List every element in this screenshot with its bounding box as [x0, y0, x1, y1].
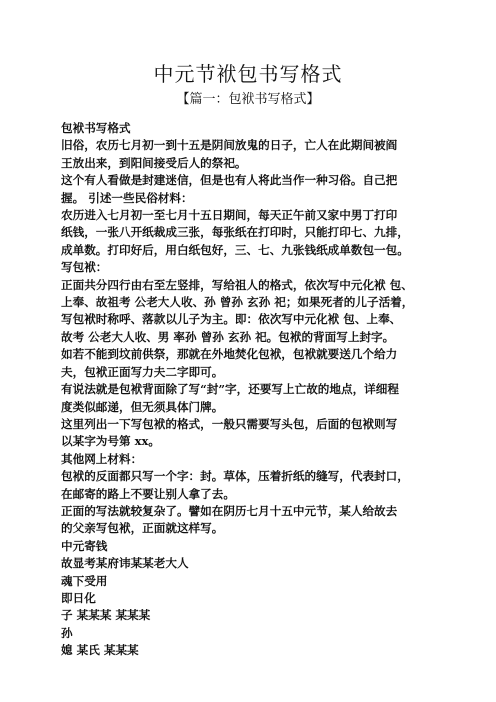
- text-line: 写包袱时称呼、落款以儿子为主。即：依次写中元化袱 包、上奉、: [61, 312, 402, 327]
- text-line: 故考 公老大人收、男 率孙 曾孙 玄孙 祀。包袱的背面写上封字。: [61, 329, 395, 344]
- text-line: 以某字为号第 xx。: [61, 434, 161, 449]
- text-line: 孙: [61, 625, 73, 640]
- text-line: 子 某某某 某某某: [61, 608, 151, 623]
- text-line: 包袱书写格式: [61, 121, 131, 135]
- text-line: 成单数。打印好后，用白纸包好，三、七、九张钱纸成单数包一包。: [61, 242, 409, 257]
- text-line: 王放出来，到阳间接受后人的祭祀。: [61, 155, 247, 170]
- text-line: 正面共分四行由右至左竖排，写给祖人的格式，依次写中元化袱 包、: [61, 277, 413, 292]
- text-line: 其他网上材料：: [61, 451, 143, 466]
- text-line: 故显考某府讳某某老大人: [61, 556, 189, 571]
- text-line: 旧俗，农历七月初一到十五是阴间放鬼的日子，亡人在此期间被阎: [61, 138, 398, 153]
- text-line: 农历进入七月初一至七月十五日期间，每天正午前又家中男丁打印: [61, 208, 398, 223]
- text-line: 媳 某氏 某某某: [61, 643, 139, 658]
- text-line: 中元寄钱: [61, 538, 108, 553]
- text-line: 纸钱，一张八开纸裁成三张，每张纸在打印时，只能打印七、九排，: [61, 225, 409, 240]
- text-line: 夫，包袱正面写力夫二字即可。: [61, 364, 224, 379]
- text-line: 即日化: [61, 590, 96, 605]
- document-body: [61, 120, 461, 660]
- text-line: 握。 引述一些民俗材料：: [61, 190, 193, 205]
- document-subtitle: 【篇一：包袱书写格式】: [176, 92, 320, 107]
- text-line: 的父亲写包袱，正面就这样写。: [61, 521, 224, 536]
- text-line: 正面的写法就较复杂了。譬如在阴历七月十五中元节，某人给故去: [61, 503, 398, 518]
- text-line: 魂下受用: [61, 573, 108, 588]
- text-line: 度类似邮递，但无须具体门牌。: [61, 399, 224, 414]
- text-line: 包袱的反面都只写一个字：封。草体，压着折纸的缝写，代表封口，: [61, 469, 409, 484]
- document-title: 中元节袱包书写格式: [153, 62, 343, 86]
- text-line: 如若不能到坟前供祭，那就在外地焚化包袱，包袱就要送几个给力: [61, 347, 398, 362]
- text-line: 这里列出一下写包袱的格式，一般只需要写头包，后面的包袱则写: [61, 416, 398, 431]
- text-line: 在邮寄的路上不要让别人拿了去。: [61, 486, 235, 501]
- text-line: 写包袱：: [61, 260, 108, 275]
- text-line: 有说法就是包袱背面除了写“封”字，还要写上亡故的地点，详细程: [61, 382, 399, 397]
- text-line: 上奉、故祖考 公老大人收、孙 曾孙 玄孙 祀；如果死者的儿子活着，: [61, 295, 414, 310]
- text-line: 这个有人看做是封建迷信，但是也有人将此当作一种习俗。自己把: [61, 173, 398, 188]
